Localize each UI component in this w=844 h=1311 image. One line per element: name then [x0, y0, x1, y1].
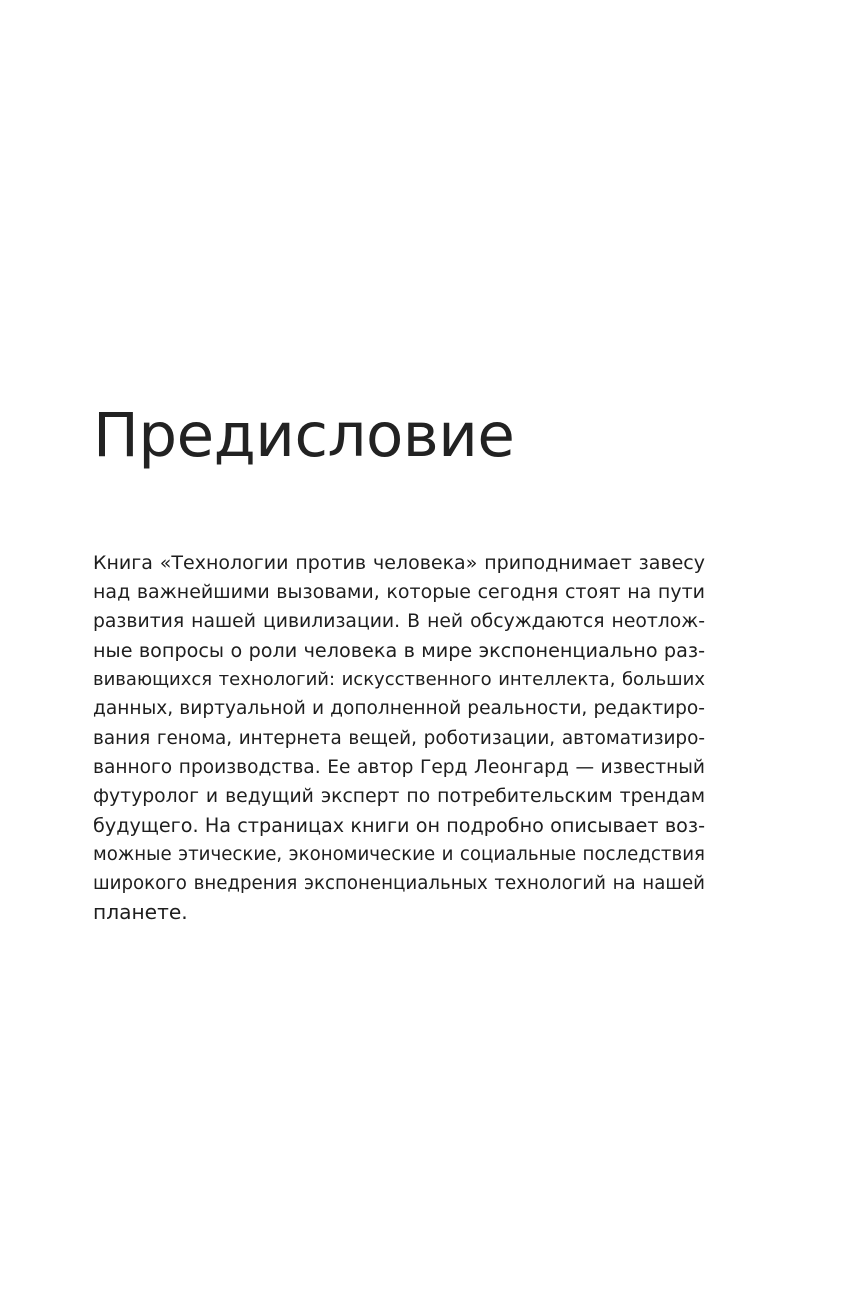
paragraph-line: Книга «Технологии против человека» приподнимает завесу — [93, 552, 705, 574]
paragraph-line: вивающихся технологий: искусственного интеллекта, больших — [93, 669, 705, 691]
paragraph-line: футуролог и ведущий эксперт по потребительским трендам — [93, 785, 705, 807]
paragraph-line: будущего. На страницах книги он подробно описывает воз- — [93, 813, 705, 837]
paragraph-line: развития нашей цивилизации. В ней обсуждаются неотлож- — [93, 611, 705, 633]
paragraph-line: можные этические, экономические и социальные последствия — [93, 843, 705, 865]
paragraph-line: ванного производства. Ее автор Герд Леонгард — известный — [93, 756, 705, 778]
paragraph-line: ные вопросы о роли человека в мире экспоненциально раз- — [93, 639, 705, 663]
paragraph-line: данных, виртуальной и дополненной реальности, редактиро- — [93, 698, 705, 720]
paragraph-line: над важнейшими вызовами, которые сегодня стоят на пути — [93, 581, 705, 604]
paragraph-line: вания генома, интернета вещей, роботизации, автоматизиро- — [93, 727, 705, 749]
paragraph-line: широкого внедрения экспоненциальных технологий на нашей — [93, 873, 705, 895]
chapter-heading: Предисловие — [93, 400, 515, 471]
paragraph-line: планете. — [93, 900, 188, 925]
preface-paragraph — [93, 549, 705, 927]
